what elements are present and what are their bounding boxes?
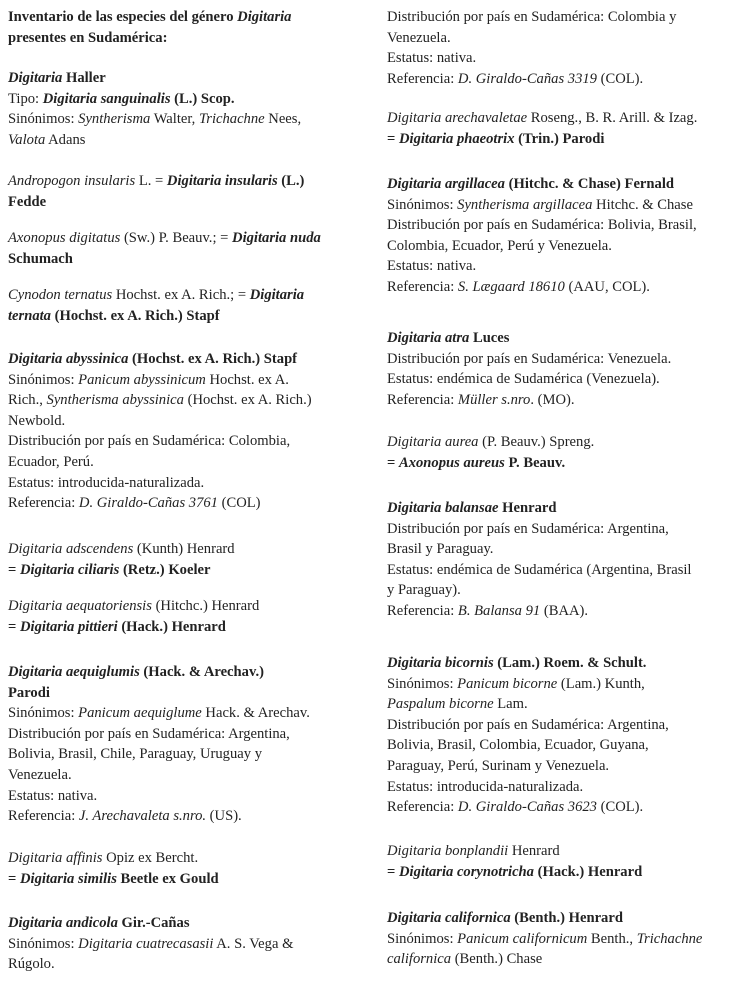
taxon-author: (P. Beauv.) Spreng. (478, 434, 595, 450)
entry-digitaria-andicola (8, 913, 365, 975)
label: Referencia: (387, 602, 458, 619)
synonym-author: Hochst. ex A. (205, 371, 289, 388)
distribution: Distribución por país en Sudamérica: Venezuela. (387, 350, 672, 367)
taxon-name: Digitaria andicola (8, 915, 118, 931)
taxon-author: Parodi (8, 684, 50, 701)
accepted-author: (Retz.) Koeler (119, 561, 211, 578)
entry-digitaria-bonplandii (387, 841, 744, 882)
status: y Paraguay). (387, 582, 461, 599)
reference-specimen: Müller s.nro (457, 391, 531, 408)
taxon-author: Opiz ex Bercht. (102, 850, 199, 866)
synonym-author: (Benth.) Chase (451, 951, 543, 968)
reference-specimen: D. Giraldo-Cañas 3623 (457, 799, 597, 816)
synonym: Syntherisma (78, 111, 151, 128)
synonym-author: Nees, (264, 111, 302, 128)
equals-sign: = (8, 561, 20, 578)
reference-specimen: S. Lægaard 18610 (457, 278, 565, 295)
taxon-name: Digitaria argillacea (387, 176, 505, 192)
label: Tipo: (8, 90, 43, 107)
synonym-author: Newbold. (8, 412, 66, 429)
synonym-author: Hack. & Arechav. (201, 705, 310, 722)
distribution: Bolivia, Brasil, Colombia, Ecuador, Guyana, (387, 737, 649, 754)
taxon-author: L. = (135, 173, 167, 189)
taxon-name: Digitaria aequatoriensis (8, 598, 152, 614)
distribution: Venezuela. (8, 766, 72, 783)
distribution: Venezuela. (387, 29, 451, 46)
synonym: Trichachne (636, 930, 703, 947)
entry-digitaria-aequatoriensis (8, 596, 365, 637)
synonym: Panicum abyssinicum (78, 371, 206, 388)
equals-sign: = (387, 130, 399, 147)
taxon-name: Cynodon ternatus (8, 287, 113, 303)
accepted-author: (Hochst. ex A. Rich.) Stapf (50, 307, 220, 324)
accepted-author: P. Beauv. (504, 454, 566, 471)
taxon-author: (Hochst. ex A. Rich.) Stapf (128, 351, 298, 367)
synonym: Panicum californicum (457, 930, 588, 947)
section-heading (8, 7, 365, 48)
accepted-name: Digitaria phaeotrix (398, 130, 515, 147)
taxon-name: Digitaria californica (387, 910, 511, 926)
reference-specimen: J. Arechavaleta s.nro. (78, 808, 207, 825)
entry-digitaria-atra (387, 328, 744, 410)
label: Sinónimos: (387, 196, 458, 213)
equals-sign: = (387, 454, 399, 471)
accepted-author: Beetle ex Gould (116, 870, 219, 887)
reference-herbarium: (AAU, COL). (564, 278, 650, 295)
synonym: Panicum bicorne (457, 675, 558, 692)
type-author: (L.) Scop. (170, 90, 235, 107)
label: Sinónimos: (8, 705, 79, 722)
taxon-name: Digitaria bicornis (387, 655, 494, 671)
label: Referencia: (387, 70, 458, 87)
taxon-author: Roseng., B. R. Arill. & Izag. (527, 110, 698, 126)
taxon-author: Henrard (498, 500, 557, 516)
status: Estatus: nativa. (387, 258, 477, 275)
distribution: Distribución por país en Sudamérica: Argentina, (387, 520, 669, 537)
taxon-author: (Lam.) Roem. & Schult. (493, 655, 647, 671)
distribution: Bolivia, Brasil, Chile, Paraguay, Uruguay y (8, 746, 262, 763)
taxon-author: (Hitchc.) Henrard (151, 598, 260, 614)
accepted-name: Digitaria corynotricha (398, 863, 534, 880)
reference-specimen: D. Giraldo-Cañas 3319 (457, 70, 597, 87)
taxon-author: (Kunth) Henrard (133, 541, 235, 557)
entry-continued (387, 7, 744, 89)
accepted-author: (L.) (277, 173, 305, 189)
synonym: Valota (8, 131, 46, 148)
reference-specimen: D. Giraldo-Cañas 3761 (78, 495, 218, 512)
taxon-name: Digitaria aequiglumis (8, 664, 140, 680)
status: Estatus: nativa. (8, 787, 98, 804)
label: Referencia: (8, 495, 79, 512)
synonym-author: (Lam.) Kunth, (557, 675, 645, 692)
entry-digitaria-aequiglumis (8, 662, 365, 827)
entry-digitaria-argillacea (387, 174, 744, 298)
taxon-author: (Hitchc. & Chase) Fernald (504, 176, 674, 192)
distribution: Paraguay, Perú, Surinam y Venezuela. (387, 757, 610, 774)
equals-sign: = (8, 618, 20, 635)
taxon-name: Digitaria abyssinica (8, 351, 129, 367)
entry-digitaria-affinis (8, 848, 365, 889)
synonym: Syntherisma argillacea (457, 196, 593, 213)
distribution: Distribución por país en Sudamérica: Colombia, (8, 433, 291, 450)
reference-specimen: B. Balansa 91 (457, 602, 541, 619)
taxon-name: Andropogon insularis (8, 173, 136, 189)
label: Referencia: (387, 799, 458, 816)
synonym: californica (387, 951, 452, 968)
heading-line: Inventario de las especies del género (8, 9, 238, 25)
entry-digitaria-aurea (387, 432, 744, 473)
distribution: Distribución por país en Sudamérica: Argentina, (387, 716, 669, 733)
accepted-name: Digitaria (249, 287, 305, 303)
taxon-author: (Benth.) Henrard (510, 910, 623, 926)
label: Referencia: (8, 808, 79, 825)
entry-digitaria-abyssinica (8, 349, 365, 514)
synonym: Syntherisma abyssinica (46, 392, 184, 409)
synonym-author: Hitchc. & Chase (592, 196, 693, 213)
label: Sinónimos: (387, 675, 458, 692)
entry-digitaria-californica (387, 908, 744, 970)
label: Sinónimos: (8, 935, 79, 952)
synonym: Paspalum bicorne (387, 696, 494, 713)
synonym-author: Lam. (493, 696, 528, 713)
synonym-author: A. S. Vega & (213, 935, 294, 952)
status: Estatus: endémica de Sudamérica (Argentina, Brasil (387, 561, 692, 578)
synonym: Trichachne (198, 111, 265, 128)
accepted-name: ternata (8, 307, 51, 324)
distribution: Distribución por país en Sudamérica: Colombia y (387, 9, 677, 25)
taxon-name: Digitaria arechavaletae (387, 110, 528, 126)
equals-sign: = (387, 863, 399, 880)
reference-herbarium: . (MO). (530, 391, 575, 408)
taxon-name: Digitaria affinis (8, 850, 103, 866)
accepted-author: (Hack.) Henrard (117, 618, 226, 635)
heading-genus: Digitaria (237, 9, 292, 25)
label: Sinónimos: (8, 111, 79, 128)
taxon-author: (Hack. & Arechav.) (139, 664, 264, 680)
accepted-name: Digitaria insularis (166, 173, 278, 189)
distribution: Ecuador, Perú. (8, 453, 94, 470)
entry-digitaria-haller (8, 68, 365, 150)
label: Sinónimos: (387, 930, 458, 947)
equals-sign: = (8, 870, 20, 887)
reference-herbarium: (US). (206, 808, 242, 825)
accepted-author: (Hack.) Henrard (533, 863, 643, 880)
entry-cynodon-ternatus (8, 285, 365, 326)
entry-digitaria-adscendens (8, 539, 365, 580)
taxon-author: Luces (469, 330, 510, 346)
reference-herbarium: (BAA). (540, 602, 589, 619)
distribution: Distribución por país en Sudamérica: Argentina, (8, 725, 290, 742)
entry-andropogon-insularis (8, 171, 365, 212)
label: Sinónimos: (8, 371, 79, 388)
accepted-name: Digitaria ciliaris (19, 561, 120, 578)
taxon-author: (Sw.) P. Beauv.; = (120, 230, 233, 246)
status: Estatus: endémica de Sudamérica (Venezuela). (387, 371, 660, 388)
taxon-name: Digitaria balansae (387, 500, 499, 516)
synonym: Digitaria cuatrecasasii (78, 935, 214, 952)
taxon-name: Digitaria atra (387, 330, 470, 346)
synonym-author: Rich., (8, 392, 47, 409)
synonym-author: Adans (45, 131, 86, 148)
taxon-name: Digitaria adscendens (8, 541, 134, 557)
accepted-name: Axonopus aureus (398, 454, 505, 471)
status: Estatus: introducida-naturalizada. (387, 778, 584, 795)
accepted-author: Schumach (8, 250, 73, 267)
taxon-name: Digitaria bonplandii (387, 843, 509, 859)
type-species: Digitaria sanguinalis (42, 90, 171, 107)
taxon-author: Gir.-Cañas (117, 915, 190, 931)
label: Referencia: (387, 278, 458, 295)
label: Referencia: (387, 391, 458, 408)
taxon-author: Hochst. ex A. Rich.; = (112, 287, 250, 303)
heading-line: presentes en Sudamérica: (8, 29, 168, 46)
synonym-author: Benth., (587, 930, 637, 947)
accepted-name: Digitaria pittieri (19, 618, 118, 635)
distribution: Colombia, Ecuador, Perú y Venezuela. (387, 237, 612, 254)
synonym-author: Rúgolo. (8, 956, 55, 973)
entry-axonopus-digitatus (8, 228, 365, 269)
taxon-author: Haller (62, 70, 106, 86)
reference-herbarium: (COL). (596, 70, 644, 87)
taxon-name: Digitaria aurea (387, 434, 479, 450)
status: Estatus: introducida-naturalizada. (8, 474, 205, 491)
entry-digitaria-balansae (387, 498, 744, 622)
distribution: Distribución por país en Sudamérica: Bolivia, Brasil, (387, 217, 697, 234)
accepted-name: Digitaria nuda (232, 230, 321, 246)
reference-herbarium: (COL). (596, 799, 644, 816)
synonym-author: Walter, (150, 111, 199, 128)
accepted-name: Digitaria similis (19, 870, 117, 887)
entry-digitaria-bicornis (387, 653, 744, 818)
accepted-author: (Trin.) Parodi (514, 130, 605, 147)
synonym: Panicum aequiglume (78, 705, 202, 722)
taxon-name: Axonopus digitatus (8, 230, 121, 246)
distribution: Brasil y Paraguay. (387, 541, 494, 558)
synonym-author: (Hochst. ex A. Rich.) (183, 392, 312, 409)
taxon-author: Henrard (508, 843, 560, 859)
reference-herbarium: (COL) (217, 495, 261, 512)
accepted-author: Fedde (8, 193, 47, 210)
status: Estatus: nativa. (387, 50, 477, 67)
entry-digitaria-arechavaletae (387, 108, 744, 149)
taxon-name: Digitaria (8, 70, 63, 86)
